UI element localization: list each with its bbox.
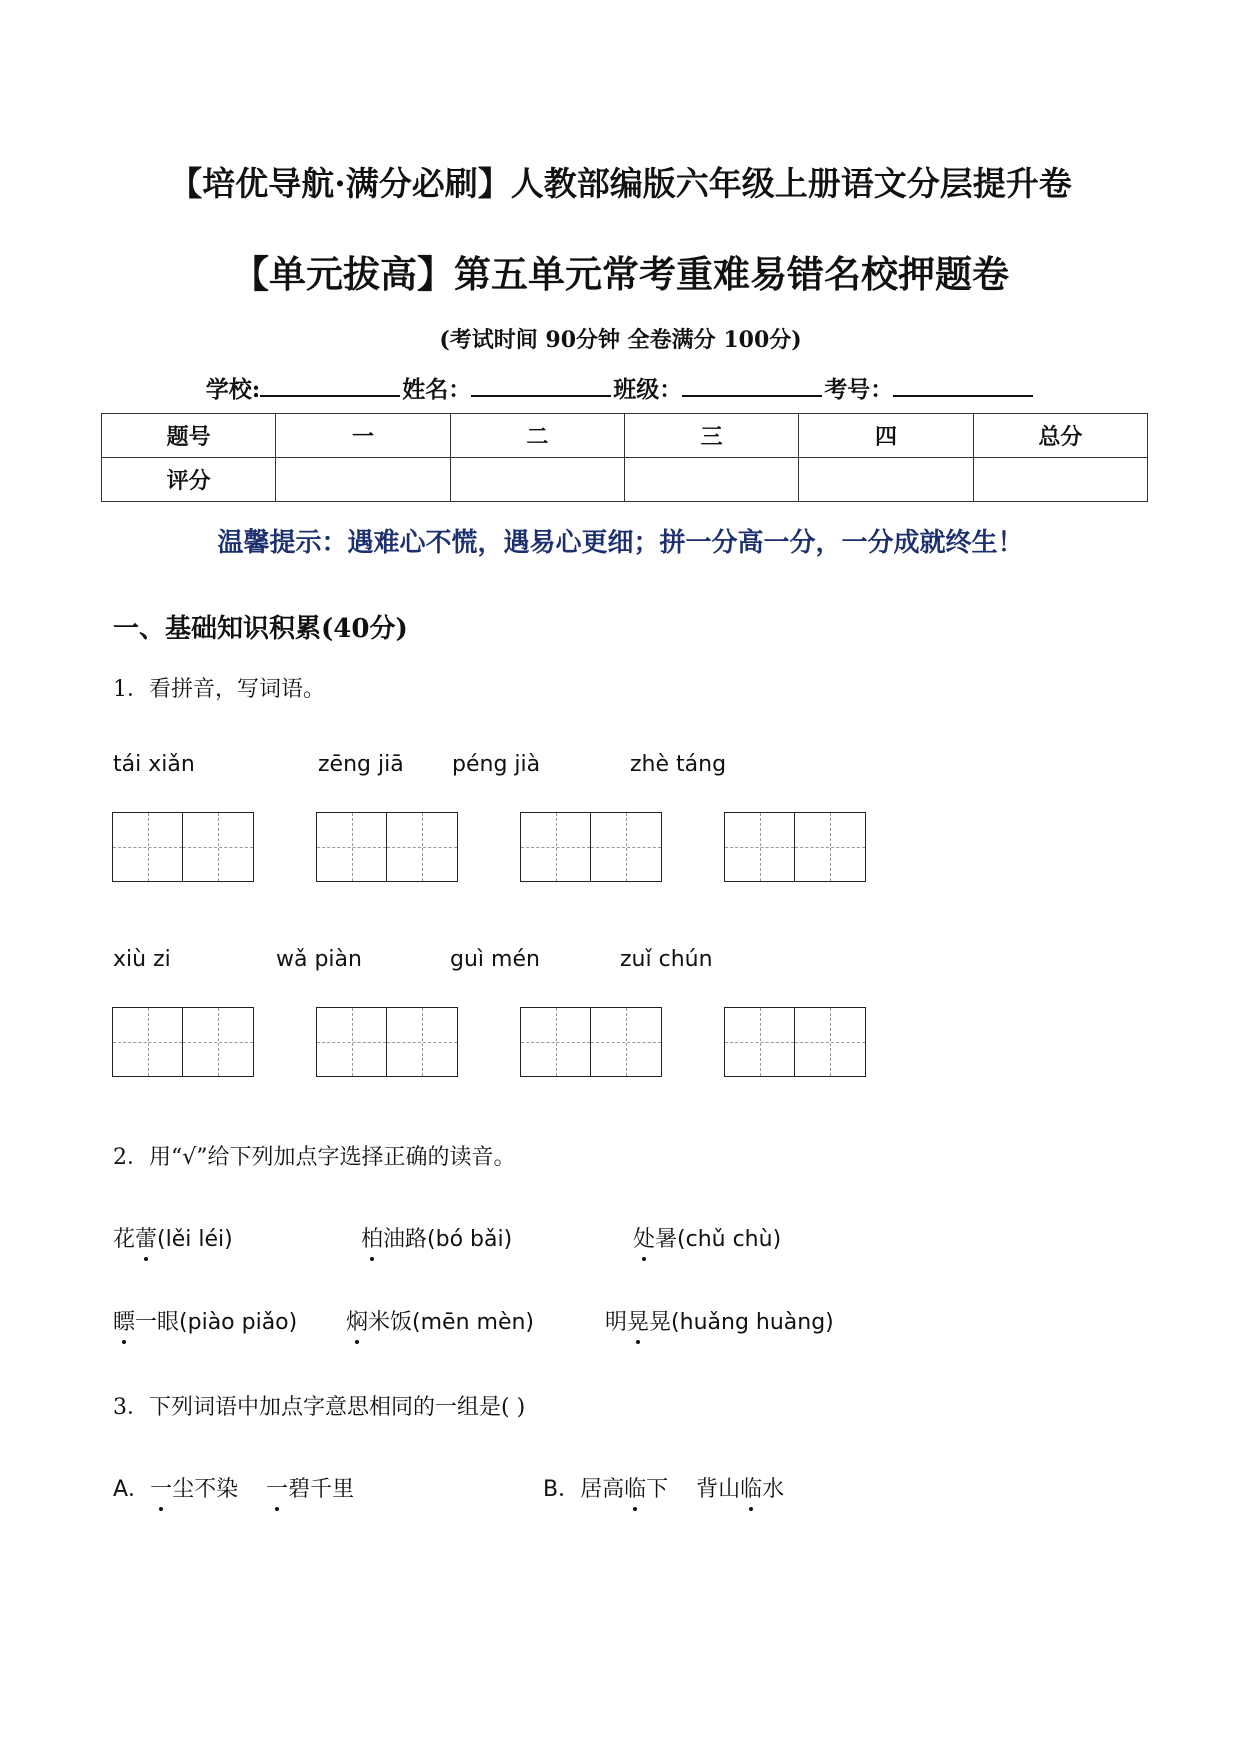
character-box[interactable]: [316, 1007, 458, 1077]
pinyin-label: tái xiǎn: [113, 752, 195, 777]
score-cell[interactable]: [799, 458, 973, 502]
question-3-prompt: 3．下列词语中加点字意思相同的一组是( ): [113, 1395, 526, 1420]
name-label: 姓名：: [402, 376, 472, 403]
pinyin-choices[interactable]: (bó bǎi): [427, 1227, 513, 1252]
score-row-label: 评分: [102, 458, 276, 502]
exam-series-title: 【培优导航·满分必刷】人教部编版六年级上册语文分层提升卷: [169, 164, 1072, 203]
pinyin-label: guì mén: [450, 947, 540, 972]
pinyin-choices[interactable]: (mēn mèn): [412, 1310, 535, 1335]
option-letter: A．: [113, 1477, 151, 1502]
character-box[interactable]: [520, 812, 662, 882]
score-cell[interactable]: [450, 458, 624, 502]
reading-item: 柏油路(bó bǎi): [361, 1222, 512, 1253]
dotted-char: 处: [633, 1222, 655, 1253]
school-label: 学校:: [205, 376, 261, 403]
reading-item: 处暑(chǔ chù): [633, 1222, 781, 1253]
pinyin-choices[interactable]: (lěi léi): [157, 1227, 233, 1252]
warm-tip: 温馨提示：遇难心不慌，遇易心更细；拼一分高一分，一分成就终生！: [217, 528, 1024, 558]
class-label: 班级：: [613, 376, 683, 403]
score-cell[interactable]: [276, 458, 450, 502]
character-box[interactable]: [520, 1007, 662, 1077]
score-cell[interactable]: [973, 458, 1147, 502]
student-info-line: [0, 371, 1241, 404]
reading-item: 花蕾(lěi léi): [113, 1222, 233, 1253]
character-box[interactable]: [112, 1007, 254, 1077]
character-box[interactable]: [724, 812, 866, 882]
pinyin-choices[interactable]: (chǔ chù): [677, 1227, 782, 1252]
pinyin-choices[interactable]: (piào piǎo): [179, 1310, 298, 1335]
reading-item: 明晃晃(huǎng huàng): [605, 1305, 834, 1336]
dotted-char: 临: [740, 1472, 762, 1503]
class-blank[interactable]: [682, 371, 822, 397]
name-blank[interactable]: [471, 371, 611, 397]
score-table-score-row: [102, 458, 1148, 502]
section-title: 一、基础知识积累(40分): [113, 614, 408, 644]
pinyin-choices[interactable]: (huǎng huàng): [671, 1310, 834, 1335]
score-header-cell: 一: [276, 414, 450, 458]
option-letter: B．: [543, 1477, 581, 1502]
school-blank[interactable]: [260, 371, 400, 397]
option-a[interactable]: A．一尘不染 一碧千里: [113, 1472, 354, 1503]
pinyin-label: péng jià: [452, 752, 541, 777]
option-b[interactable]: B．居高临下 背山临水: [543, 1472, 784, 1503]
character-box[interactable]: [112, 812, 254, 882]
score-header-cell: 题号: [102, 414, 276, 458]
reading-item: 瞟一眼(piào piǎo): [113, 1305, 297, 1336]
pinyin-label: zēng jiā: [318, 752, 404, 777]
question-2-prompt: 2．用“√”给下列加点字选择正确的读音。: [113, 1145, 516, 1170]
score-table-header-row: [102, 414, 1148, 458]
question-1-prompt: 1．看拼音，写词语。: [113, 677, 325, 702]
dotted-char: 瞟: [113, 1305, 135, 1336]
dotted-char: 蕾: [135, 1222, 157, 1253]
dotted-char: 临: [624, 1472, 646, 1503]
character-box[interactable]: [724, 1007, 866, 1077]
exam-no-blank[interactable]: [893, 371, 1033, 397]
pinyin-label: zuǐ chún: [620, 947, 713, 972]
exam-no-label: 考号：: [824, 376, 894, 403]
exam-title: 【单元拔高】第五单元常考重难易错名校押题卷: [232, 252, 1009, 296]
pinyin-label: wǎ piàn: [276, 947, 362, 972]
dotted-char: 一: [266, 1472, 288, 1503]
reading-item: 焖米饭(mēn mèn): [346, 1305, 534, 1336]
score-header-cell: 总分: [973, 414, 1147, 458]
dotted-char: 柏: [361, 1222, 383, 1253]
score-table: [101, 413, 1148, 502]
score-header-cell: 四: [799, 414, 973, 458]
dotted-char: 焖: [346, 1305, 368, 1336]
pinyin-label: xiù zi: [113, 947, 171, 972]
dotted-char: 晃: [627, 1305, 649, 1336]
pinyin-label: zhè táng: [630, 752, 727, 777]
dotted-char: 一: [150, 1472, 172, 1503]
exam-time-info: (考试时间 90分钟 全卷满分 100分): [439, 327, 802, 353]
score-header-cell: 二: [450, 414, 624, 458]
score-cell[interactable]: [624, 458, 798, 502]
character-box[interactable]: [316, 812, 458, 882]
score-header-cell: 三: [624, 414, 798, 458]
